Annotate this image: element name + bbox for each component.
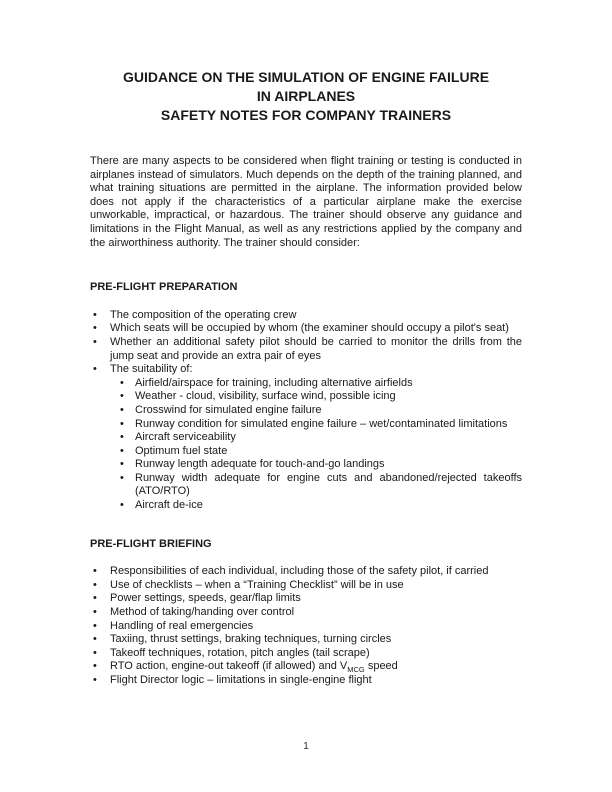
sub-list-item	[110, 390, 522, 404]
text-segment: speed	[364, 660, 398, 673]
bullet-list	[90, 565, 522, 687]
sub-list-item	[110, 472, 522, 499]
list-item-text: Use of checklists – when a “Training Checklist” will be in use	[110, 578, 404, 591]
list-item	[90, 620, 522, 634]
list-item-text: Method of taking/handing over control	[110, 606, 295, 619]
page-number: 1	[303, 741, 309, 752]
list-item-text: Optimum fuel state	[135, 444, 228, 457]
sub-list-item	[110, 445, 522, 459]
list-item-text: Whether an additional safety pilot should be carried to monitor the drills from the jump seat and provide an extra pair of eyes	[110, 335, 522, 362]
section-heading: PRE-FLIGHT BRIEFING	[90, 537, 212, 550]
title-line-2: IN AIRPLANES	[256, 88, 356, 104]
bullet-icon: •	[120, 417, 124, 430]
list-item-text: Weather - cloud, visibility, surface wind, possible icing	[135, 390, 396, 403]
bullet-icon: •	[93, 633, 97, 646]
document-title	[90, 68, 522, 125]
list-item-text: Flight Director logic – limitations in single-engine flight	[110, 674, 372, 686]
bullet-icon: •	[93, 308, 97, 321]
list-item	[90, 565, 522, 579]
list-item-text: Runway condition for simulated engine failure – wet/contaminated limitations	[135, 417, 508, 430]
bullet-icon: •	[93, 646, 97, 659]
section-pre-flight-preparation	[90, 281, 522, 513]
text-segment: RTO action, engine-out takeoff (if allowed) and V	[110, 660, 348, 673]
list-item-text: Responsibilities of each individual, including those of the safety pilot, if carried	[110, 565, 489, 578]
list-item	[90, 674, 522, 688]
list-item-text: Power settings, speeds, gear/flap limits	[110, 592, 301, 605]
bullet-icon: •	[120, 499, 124, 512]
list-item-text: Crosswind for simulated engine failure	[135, 403, 322, 416]
sub-list-item	[110, 418, 522, 432]
list-item	[90, 363, 522, 513]
bullet-icon: •	[120, 431, 124, 444]
list-item	[90, 336, 522, 363]
list-item	[90, 606, 522, 620]
title-line-3: SAFETY NOTES FOR COMPANY TRAINERS	[160, 107, 452, 123]
list-item-text	[110, 660, 398, 675]
bullet-icon: •	[93, 565, 97, 578]
sub-bullet-list	[110, 377, 522, 513]
list-item	[90, 579, 522, 593]
list-item-text: The composition of the operating crew	[110, 308, 297, 321]
bullet-icon: •	[93, 363, 97, 376]
intro-paragraph: There are many aspects to be considered when flight training or testing is conducted in airplanes instead of simulators. Much depends on the depth of the training planned, and what training situations are permitted in the airplane. The information provided below does not apply if the characteristics of a particular airplane make the exercise unworkable, impractical, or hazardous. The trainer should observe any guidance and limitations in the Flight Manual, as well as any restrictions applied by the company and the airworthiness authority. The trainer should consider:	[90, 155, 522, 249]
bullet-icon: •	[93, 660, 97, 673]
bullet-icon: •	[93, 606, 97, 619]
list-item-text: Taxiing, thrust settings, braking techniques, turning circles	[110, 633, 392, 646]
sub-list-item	[110, 499, 522, 513]
bullet-icon: •	[93, 619, 97, 632]
subscript-text: MCG	[347, 665, 365, 675]
list-item-text: The suitability of:	[110, 363, 193, 376]
list-item-text: Runway width adequate for engine cuts and abandoned/rejected takeoffs (ATO/RTO)	[135, 471, 522, 498]
list-item-text: Which seats will be occupied by whom (the examiner should occupy a pilot's seat)	[110, 322, 509, 335]
list-item	[90, 660, 522, 674]
bullet-icon: •	[120, 471, 124, 484]
list-item	[90, 592, 522, 606]
bullet-icon: •	[120, 376, 124, 389]
title-line-1: GUIDANCE ON THE SIMULATION OF ENGINE FAILURE	[122, 69, 490, 85]
sections-container	[90, 281, 522, 687]
bullet-list	[90, 309, 522, 513]
list-item	[90, 309, 522, 323]
list-item	[90, 647, 522, 661]
list-item-text: Runway length adequate for touch-and-go landings	[135, 458, 385, 471]
bullet-icon: •	[120, 390, 124, 403]
bullet-icon: •	[120, 444, 124, 457]
list-item-text: Aircraft serviceability	[135, 431, 236, 444]
bullet-icon: •	[120, 458, 124, 471]
bullet-icon: •	[93, 335, 97, 348]
bullet-icon: •	[93, 592, 97, 605]
list-item	[90, 322, 522, 336]
list-item-text: Handling of real emergencies	[110, 619, 254, 632]
section-pre-flight-briefing	[90, 538, 522, 688]
section-heading: PRE-FLIGHT PREPARATION	[90, 281, 238, 294]
bullet-icon: •	[120, 403, 124, 416]
list-item	[90, 633, 522, 647]
sub-list-item	[110, 431, 522, 445]
sub-list-item	[110, 404, 522, 418]
bullet-icon: •	[93, 578, 97, 591]
list-item-text: Aircraft de-ice	[135, 499, 203, 512]
sub-list-item	[110, 377, 522, 391]
list-item-text: Airfield/airspace for training, including alternative airfields	[135, 376, 413, 389]
bullet-icon: •	[93, 322, 97, 335]
list-item-text: Takeoff techniques, rotation, pitch angles (tail scrape)	[110, 646, 370, 659]
sub-list-item	[110, 458, 522, 472]
bullet-icon: •	[93, 674, 97, 686]
